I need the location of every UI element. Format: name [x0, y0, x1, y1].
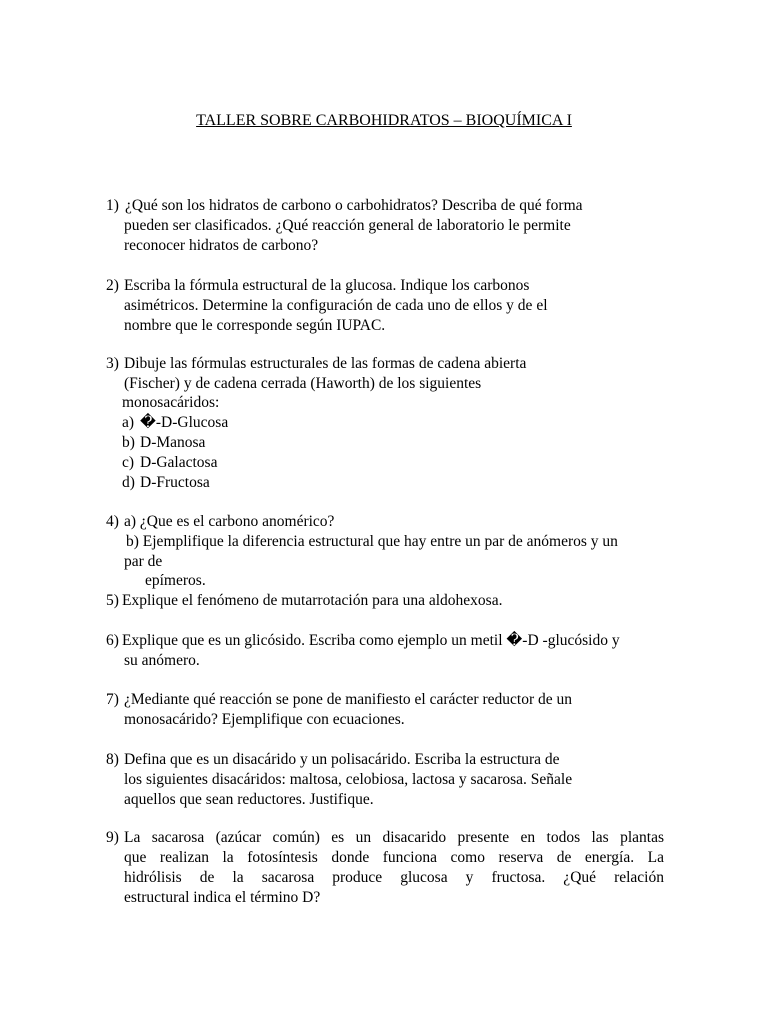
question-text-line: su anómero.: [124, 652, 200, 669]
question-number: 7): [106, 691, 119, 708]
question-text-line: monosacáridos:: [122, 394, 220, 411]
list-item-text: D-Fructosa: [140, 474, 210, 491]
question-text-line: La sacarosa (azúcar común) es un disacarido presente en todos las plantas: [124, 829, 664, 846]
question-text-line: hidrólisis de la sacarosa produce glucosa y fructosa. ¿Qué relación: [124, 869, 664, 886]
question-text-line: aquellos que sean reductores. Justifique.: [124, 791, 374, 808]
question-text-line: pueden ser clasificados. ¿Qué reacción general de laboratorio le permite: [124, 217, 571, 234]
list-item-letter: b): [122, 434, 135, 451]
list-item-text: �-D-Glucosa: [140, 414, 229, 431]
list-item-text: D-Manosa: [140, 434, 206, 451]
question-text-line: ¿Qué son los hidratos de carbono o carbohidratos? Describa de qué forma: [125, 197, 583, 214]
list-item-letter: a): [122, 414, 135, 431]
question-text-line: b) Ejemplifique la diferencia estructural que hay entre un par de anómeros y un: [126, 533, 618, 550]
question-number: 8): [106, 751, 119, 768]
question-text-line: Dibuje las fórmulas estructurales de las formas de cadena abierta: [124, 355, 527, 372]
question-text-line: epímeros.: [145, 572, 206, 589]
question-number: 3): [106, 355, 119, 372]
question-text-line: los siguientes disacáridos: maltosa, celobiosa, lactosa y sacarosa. Señale: [124, 771, 573, 788]
question-number: 9): [106, 829, 119, 846]
question-number: 4): [106, 513, 119, 530]
question-text-line: monosacárido? Ejemplifique con ecuaciones.: [124, 711, 405, 728]
question-text-line: (Fischer) y de cadena cerrada (Haworth) de los siguientes: [124, 375, 482, 392]
question-text-line: asimétricos. Determine la configuración de cada uno de ellos y de el: [124, 297, 548, 314]
question-text-line: nombre que le corresponde según IUPAC.: [124, 317, 386, 334]
list-item-letter: d): [122, 474, 135, 491]
question-text-line: Explique que es un glicósido. Escriba como ejemplo un metil �-D -glucósido y: [122, 632, 620, 649]
question-text-line: reconocer hidratos de carbono?: [124, 237, 319, 254]
question-text-line: Defina que es un disacárido y un polisacárido. Escriba la estructura de: [124, 751, 560, 768]
question-number: 6): [106, 632, 119, 649]
question-number: 1): [106, 197, 119, 214]
question-text-line: Escriba la fórmula estructural de la glucosa. Indique los carbonos: [124, 277, 530, 294]
document-title: TALLER SOBRE CARBOHIDRATOS – BIOQUÍMICA I: [196, 112, 572, 129]
question-text-line: Explique el fenómeno de mutarrotación para una aldohexosa.: [122, 592, 503, 609]
question-text-line: a) ¿Que es el carbono anomérico?: [124, 513, 335, 530]
question-text-line: par de: [124, 553, 163, 570]
question-text-line: estructural indica el término D?: [124, 889, 321, 906]
question-text-line: ¿Mediante qué reacción se pone de manifiesto el carácter reductor de un: [124, 691, 572, 708]
question-number: 2): [106, 277, 119, 294]
question-number: 5): [106, 592, 119, 609]
question-text-line: que realizan la fotosíntesis donde funciona como reserva de energía. La: [124, 849, 664, 866]
list-item-letter: c): [122, 454, 135, 471]
list-item-text: D-Galactosa: [140, 454, 218, 471]
